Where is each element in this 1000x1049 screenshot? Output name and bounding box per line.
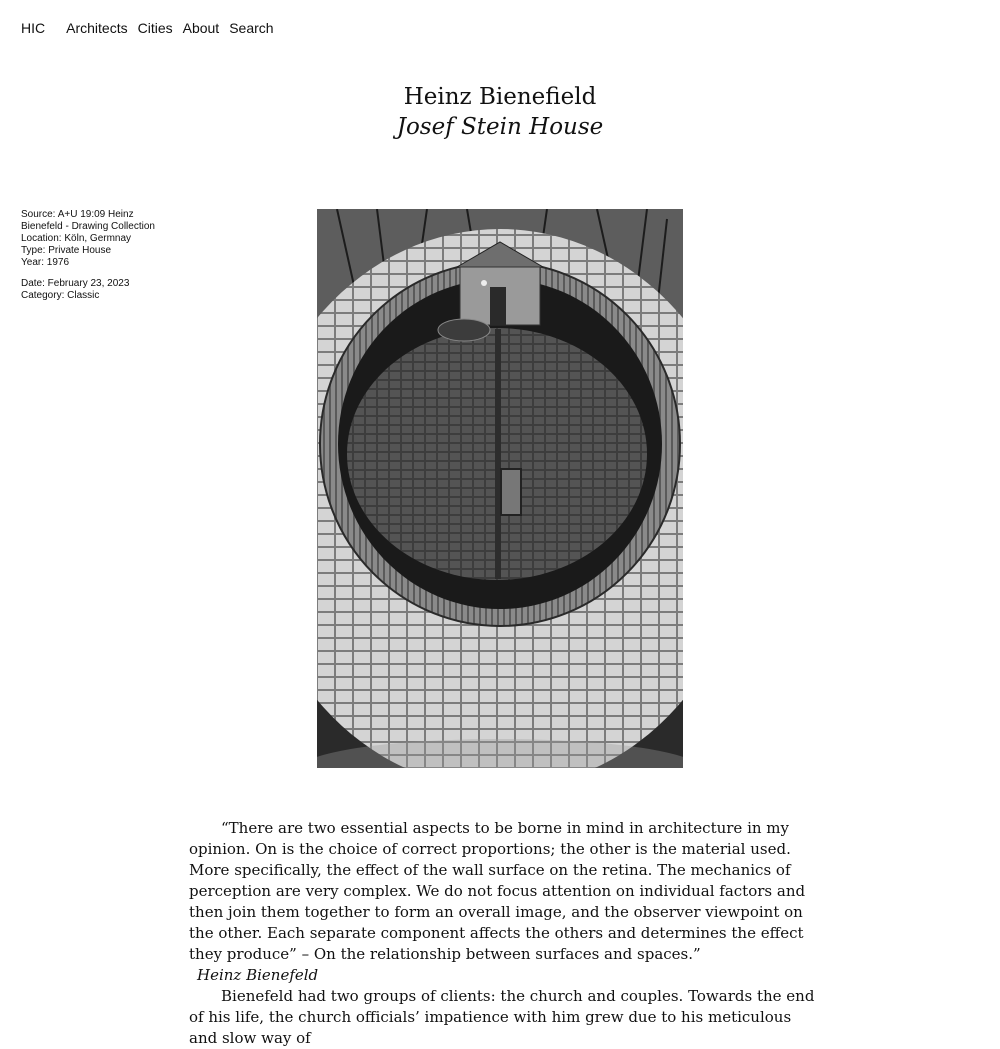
courtyard-photo-illustration <box>317 209 683 768</box>
article-body <box>189 818 819 1049</box>
project-photo <box>317 209 683 768</box>
meta-location: Location: Köln, Germnay <box>21 233 132 244</box>
meta-source: Source: A+U 19:09 Heinz Bienefeld - Drawing Collection <box>21 209 155 232</box>
nav-cities[interactable]: Cities <box>137 20 173 36</box>
meta-type: Type: Private House <box>21 245 112 256</box>
article-paragraph: Bienefeld had two groups of clients: the church and couples. Towards the end of his life, the church officials’ impatience with him grew due to his meticulous and slow way of <box>189 987 815 1047</box>
meta-date: Date: February 23, 2023 <box>21 278 130 289</box>
quote-attribution: Heinz Bienefeld <box>197 966 319 984</box>
meta-year: Year: 1976 <box>21 257 70 268</box>
nav-about[interactable]: About <box>182 20 220 36</box>
site-logo-link[interactable]: HIC <box>21 20 46 36</box>
meta-category: Category: Classic <box>21 290 100 301</box>
project-name: Josef Stein House <box>396 114 604 140</box>
nav-architects[interactable]: Architects <box>66 20 128 36</box>
nav-search[interactable]: Search <box>229 20 274 36</box>
top-nav <box>21 20 284 36</box>
page-title <box>0 82 1000 142</box>
meta-spacer <box>21 269 171 278</box>
architect-name: Heinz Bienefield <box>403 84 597 110</box>
article-quote: “There are two essential aspects to be borne in mind in architecture in my opinion. On is the choice of correct proportions; the other is the material used. More specifically, the effect of the wall surface on the retina. The mechanics of perception are very complex. We do not focus attention on individual factors and then join them together to form an overall image, and the observer viewpoint on the other. Each separate component affects the others and determines the effect they produce” – On the relationship between surfaces and spaces.” <box>189 819 806 963</box>
project-metadata <box>21 209 171 302</box>
